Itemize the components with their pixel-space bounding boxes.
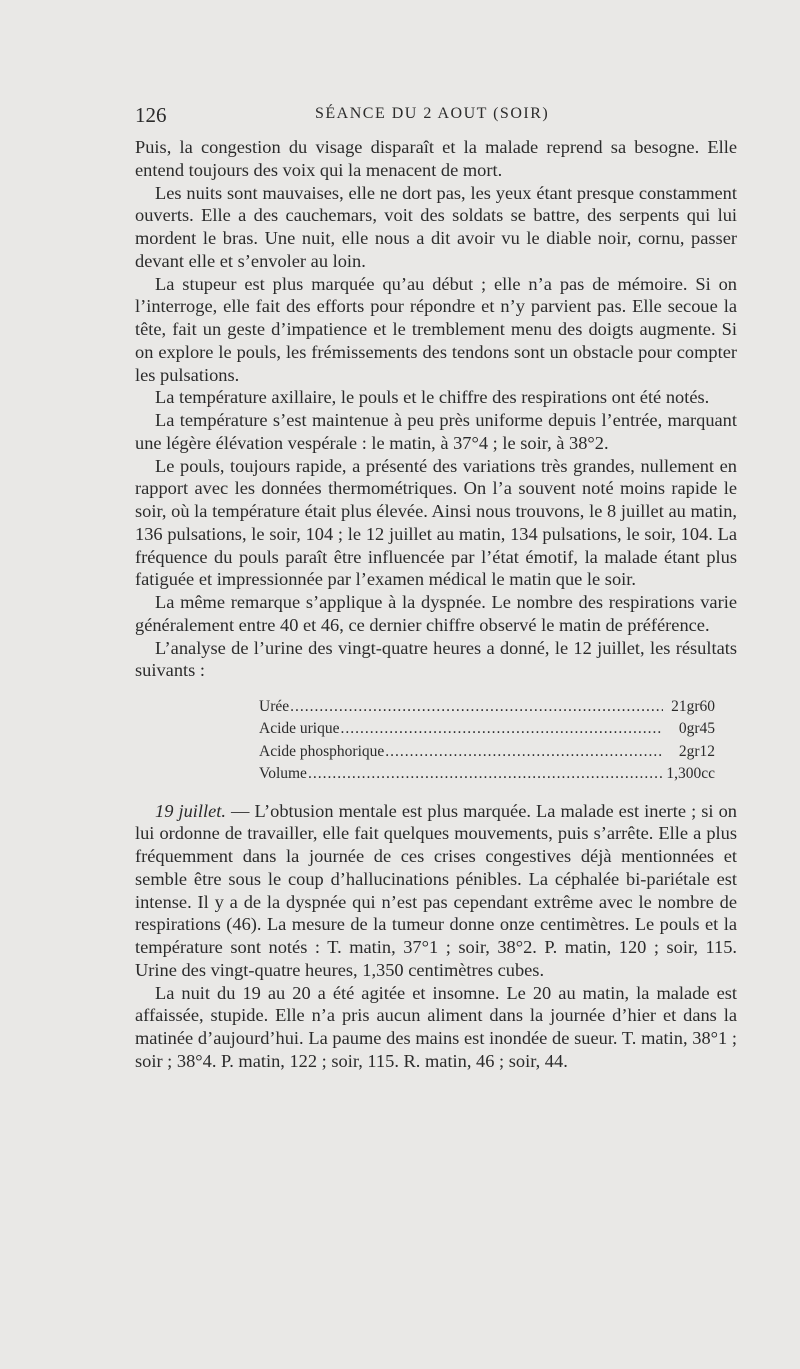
analysis-row xyxy=(259,741,715,763)
leader-dots xyxy=(340,718,663,740)
entry-text: — L’obtusion mentale est plus marquée. La malade est inerte ; si on lui ordonne de travailler, elle fait quelques mouvements, puis s’arrête. Elle a plus fréquemment dans la journée de ces crises congestives déjà mentionnées et semble être sous le coup d’hallucinations pénibles. La céphalée bi-pariétale est intense. Il y a de la dyspnée qui n’est pas cependant extrême avec le nombre de respirations (46). La mesure de la tumeur donne onze centimètres. Le pouls et la température sont notés : T. matin, 37°1 ; soir, 38°2. P. matin, 120 ; soir, 115. Urine des vingt-quatre heures, 1,350 centimètres cubes. xyxy=(135,800,737,980)
analysis-value: 2gr12 xyxy=(678,742,715,760)
analysis-label: Urée xyxy=(259,698,290,715)
analysis-row xyxy=(259,763,715,785)
paragraph: Le pouls, toujours rapide, a présenté des variations très grandes, nullement en rapport avec les données thermométriques. On l’a souvent noté moins rapide le soir, où la température était plus élevée. Ainsi nous trouvons, le 8 juillet au matin, 136 pulsations, le soir, 104 ; le 12 juillet au matin, 134 pulsations, le soir, 104. La fréquence du pouls paraît être influencée par l’état émotif, la malade étant plus fatiguée et impressionnée par l’examen médical le matin que le soir. xyxy=(135,455,737,590)
analysis-label: Acide urique xyxy=(259,720,340,738)
paragraph: La stupeur est plus marquée qu’au début ; elle n’a pas de mémoire. Si on l’interroge, elle fait des efforts pour répondre et n’y parvient pas. Elle secoue la tête, fait un geste d’impatience et le tremblement menu des doigts augmente. Si on explore le pouls, les frémissements des tendons sont un obstacle pour compter les pulsations. xyxy=(135,273,737,385)
leader-dots xyxy=(385,741,663,763)
urine-analysis-table xyxy=(259,696,715,786)
analysis-value: 1,300cc xyxy=(666,765,715,783)
paragraph: La température axillaire, le pouls et le chiffre des respirations ont été notés. xyxy=(155,387,710,408)
entry-date: 19 juillet. xyxy=(155,800,226,821)
leader-dots xyxy=(290,696,663,718)
paragraph: L’analyse de l’urine des vingt-quatre heures a donné, le 12 juillet, les résultats suivants : xyxy=(135,637,737,681)
page-number: 126 xyxy=(135,103,167,127)
analysis-label: Volume xyxy=(259,765,307,783)
analysis-value: 21gr60 xyxy=(671,698,715,715)
paragraph-19-juillet xyxy=(135,800,737,982)
analysis-row xyxy=(259,718,715,740)
paragraph: Les nuits sont mauvaises, elle ne dort pas, les yeux étant presque constamment ouverts. Elle a des cauchemars, voit des soldats se battre, des serpents qui lui mordent le bras. Une nuit, elle nous a dit avoir vu le diable noir, cornu, passer devant elle et s’envoler au loin. xyxy=(135,182,737,271)
paragraph: La même remarque s’applique à la dyspnée. Le nombre des respirations varie généralement entre 40 et 46, ce dernier chiffre observé le matin de préférence. xyxy=(135,592,737,635)
paragraph: La température s’est maintenue à peu près uniforme depuis l’entrée, marquant une légère élévation vespérale : le matin, à 37°4 ; le soir, à 38°2. xyxy=(135,410,737,453)
body-text xyxy=(135,136,737,1073)
analysis-row xyxy=(259,696,715,718)
paragraph: La nuit du 19 au 20 a été agitée et insomne. Le 20 au matin, la malade est affaissée, stupide. Elle n’a pris aucun aliment dans la journée d’hier et dans la matinée d’aujourd’hui. La paume des mains est inondée de sueur. T. matin, 38°1 ; soir ; 38°4. P. matin, 122 ; soir, 115. R. matin, 46 ; soir, 44. xyxy=(135,982,737,1071)
leader-dots xyxy=(308,763,662,785)
analysis-label: Acide phosphorique xyxy=(259,742,385,760)
page-header xyxy=(135,103,735,129)
paragraph: Puis, la congestion du visage disparaît et la malade reprend sa besogne. Elle entend toujours des voix qui la menacent de mort. xyxy=(135,137,737,180)
analysis-value: 0gr45 xyxy=(678,720,715,738)
running-head: SÉANCE DU 2 AOUT (SOIR) xyxy=(315,105,550,122)
